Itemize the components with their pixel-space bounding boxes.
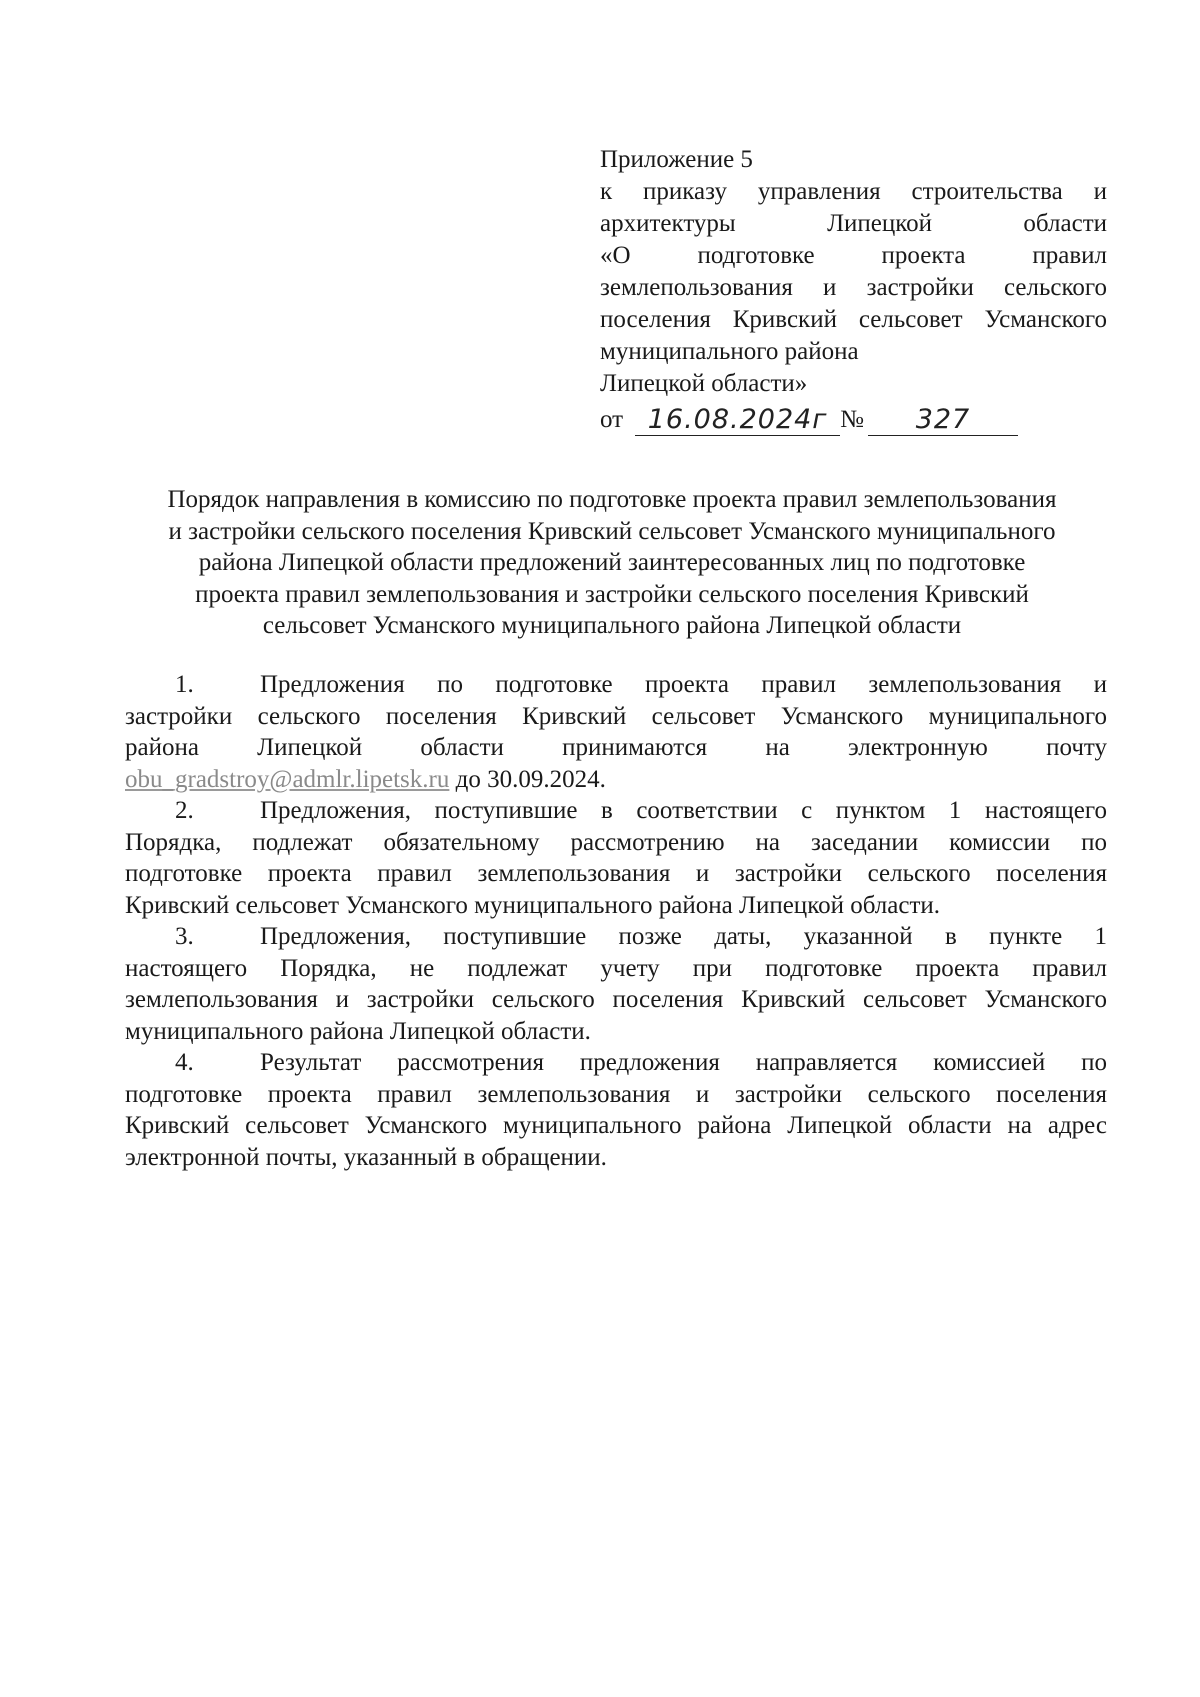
- item-line: Порядка, подлежат обязательному рассмотрению на заседании комиссии по: [125, 828, 1107, 856]
- title-line: проекта правил землепользования и застройки сельского поселения Кривский: [195, 580, 1029, 608]
- item-line: подготовке проекта правил землепользования и застройки сельского поселения: [125, 860, 1107, 887]
- appendix-line: землепользования и застройки сельского: [600, 274, 1107, 301]
- item-line: настоящего Порядка, не подлежат учету при подготовке проекта правил: [125, 954, 1107, 982]
- appendix-block: [600, 144, 1107, 436]
- handwritten-number: 327: [868, 405, 1018, 436]
- item-text: до 30.09.2024.: [449, 765, 606, 793]
- title-line: и застройки сельского поселения Кривский сельсовет Усманского муниципального: [168, 517, 1056, 545]
- item-line: Кривский сельсовет Усманского муниципального района Липецкой области на адрес: [125, 1112, 1107, 1139]
- date-prefix: от: [600, 406, 624, 433]
- list-item: [125, 921, 1107, 1047]
- appendix-line: поселения Кривский сельсовет Усманского: [600, 306, 1107, 333]
- list-item: [125, 1047, 1107, 1173]
- item-line: [125, 669, 1107, 701]
- list-item: [125, 795, 1107, 921]
- title-line: района Липецкой области предложений заинтересованных лиц по подготовке: [198, 549, 1026, 576]
- number-sign: №: [840, 406, 864, 433]
- appendix-line: к приказу управления строительства и: [600, 178, 1107, 205]
- item-line: [125, 764, 1107, 796]
- email-link[interactable]: obu_gradstroy@admlr.lipetsk.ru: [125, 765, 450, 793]
- order-date-line: [600, 400, 1107, 436]
- title-line: сельсовет Усманского муниципального района Липецкой области: [262, 612, 962, 639]
- item-line: электронной почты, указанный в обращении.: [125, 1143, 607, 1171]
- item-number: 1.: [175, 671, 194, 698]
- appendix-line: Липецкой области»: [600, 370, 808, 397]
- item-line: застройки сельского поселения Кривский сельсовет Усманского муниципального: [125, 702, 1107, 730]
- item-text: Предложения, поступившие в соответствии с пунктом 1 настоящего: [260, 797, 1107, 824]
- item-line: Кривский сельсовет Усманского муниципального района Липецкой области.: [125, 891, 941, 919]
- item-number: 2.: [175, 797, 194, 824]
- item-line: [125, 795, 1107, 827]
- handwritten-date: 16.08.2024г: [635, 405, 840, 436]
- item-number: 3.: [175, 923, 194, 950]
- item-line: района Липецкой области принимаются на электронную почту: [125, 734, 1107, 761]
- document-body: [125, 669, 1107, 1173]
- item-line: муниципального района Липецкой области.: [125, 1017, 591, 1045]
- item-text: Предложения, поступившие позже даты, указанной в пункте 1: [260, 923, 1107, 950]
- item-line: подготовке проекта правил землепользования и застройки сельского поселения: [125, 1080, 1107, 1108]
- item-line: [125, 921, 1107, 953]
- appendix-line: архитектуры Липецкой области: [600, 210, 1107, 237]
- title-line: Порядок направления в комиссию по подготовке проекта правил землепользования: [167, 486, 1057, 513]
- list-item: [125, 669, 1107, 795]
- appendix-title: Приложение 5: [600, 146, 753, 173]
- item-number: 4.: [175, 1049, 194, 1076]
- appendix-line: «О подготовке проекта правил: [600, 242, 1107, 269]
- item-line: [125, 1047, 1107, 1079]
- appendix-line: муниципального района: [600, 338, 859, 365]
- item-text: Результат рассмотрения предложения направляется комиссией по: [260, 1049, 1107, 1076]
- item-text: Предложения по подготовке проекта правил землепользования и: [260, 671, 1107, 698]
- document-title: [118, 484, 1106, 642]
- item-line: землепользования и застройки сельского поселения Кривский сельсовет Усманского: [125, 986, 1107, 1013]
